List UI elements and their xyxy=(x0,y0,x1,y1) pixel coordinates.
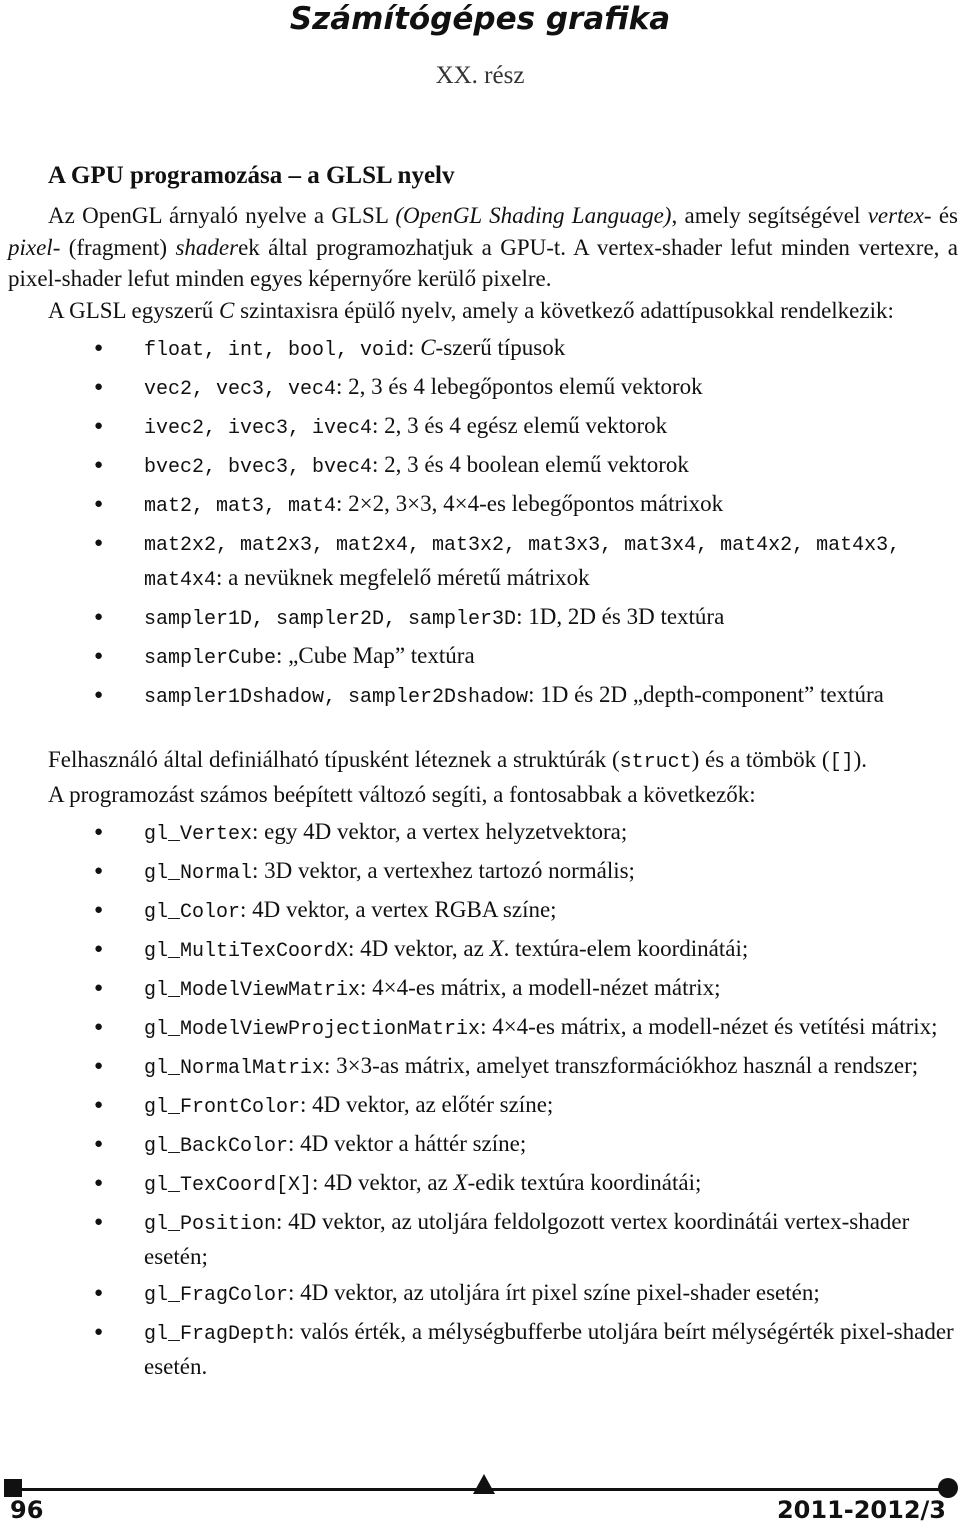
builtin-list-item: ● gl_Color: 4D vektor, a vertex RGBA színe; xyxy=(8,894,958,929)
intro-paragraph-2: A GLSL egyszerű C szintaxisra épülő nyelv, amely a következő adattípusokkal rendelkezik: xyxy=(48,297,894,323)
intro-paragraph-1: Az OpenGL árnyaló nyelve a GLSL (OpenGL Shading Language), amely segítségével vertex- és pixel- (fragment) shaderek által programozhatjuk a GPU-t. A vertex-shader lefut minden vertexre, a pixel-shader lefut minden egyes képernyőre kerülő pixelre. xyxy=(8,203,959,291)
type-list-item: ● vec2, vec3, vec4: 2, 3 és 4 lebegőpontos elemű vektorok xyxy=(8,371,958,406)
issue-number: 2011-2012/3 xyxy=(776,1496,946,1524)
footer-triangle-icon xyxy=(473,1474,495,1494)
builtin-list-item: ● gl_NormalMatrix: 3×3-as mátrix, amelyet transzformációkhoz használ a rendszer; xyxy=(8,1050,958,1085)
page-title: Számítógépes grafika xyxy=(289,1,671,37)
page-number: 96 xyxy=(10,1496,44,1524)
type-list-item: ● samplerCube: „Cube Map” textúra xyxy=(8,640,958,675)
builtin-list-item: ● gl_FragColor: 4D vektor, az utoljára írt pixel színe pixel-shader esetén; xyxy=(8,1277,958,1312)
type-list-item: ● mat2x2, mat2x3, mat2x4, mat3x2, mat3x3, mat3x4, mat4x2, mat4x3, mat4x4: a nevüknek megfelelő méretű mátrixok xyxy=(8,527,958,597)
type-list-item: ● sampler1Dshadow, sampler2Dshadow: 1D és 2D „depth-component” textúra xyxy=(8,679,958,714)
footer-square-icon xyxy=(4,1479,22,1497)
type-list-item: ● float, int, bool, void: C-szerű típusok xyxy=(8,332,958,367)
builtin-variables-list xyxy=(8,816,958,1383)
builtin-list-item: ● gl_ModelViewMatrix: 4×4-es mátrix, a modell-nézet mátrix; xyxy=(8,972,958,1007)
builtin-list-item: ● gl_Position: 4D vektor, az utoljára feldolgozott vertex koordinátái vertex-shader esetén; xyxy=(8,1206,958,1273)
builtin-list-item: ● gl_MultiTexCoordX: 4D vektor, az X. textúra-elem koordinátái; xyxy=(8,933,958,968)
builtin-list-item: ● gl_FrontColor: 4D vektor, az előtér színe; xyxy=(8,1089,958,1124)
builtin-list-item: ● gl_Vertex: egy 4D vektor, a vertex helyzetvektora; xyxy=(8,816,958,851)
builtin-list-item: ● gl_TexCoord[X]: 4D vektor, az X-edik textúra koordinátái; xyxy=(8,1167,958,1202)
builtin-list-item: ● gl_BackColor: 4D vektor a háttér színe; xyxy=(8,1128,958,1163)
part-label: XX. rész xyxy=(435,62,525,89)
type-list-item: ● ivec2, ivec3, ivec4: 2, 3 és 4 egész elemű vektorok xyxy=(8,410,958,445)
type-list-item: ● bvec2, bvec3, bvec4: 2, 3 és 4 boolean elemű vektorok xyxy=(8,449,958,484)
builtin-list-item: ● gl_Normal: 3D vektor, a vertexhez tartozó normális; xyxy=(8,855,958,890)
builtin-list-item: ● gl_ModelViewProjectionMatrix: 4×4-es mátrix, a modell-nézet és vetítési mátrix; xyxy=(8,1011,958,1046)
struct-paragraph: Felhasználó által definiálható típusként léteznek a struktúrák (struct) és a tömbök ([]). xyxy=(48,747,868,774)
section-title: A GPU programozása – a GLSL nyelv xyxy=(48,162,455,189)
builtin-list-item: ● gl_FragDepth: valós érték, a mélységbufferbe utoljára beírt mélységérték pixel-shader esetén. xyxy=(8,1316,958,1383)
builtin-intro-paragraph: A programozást számos beépített változó segíti, a fontosabbak a következők: xyxy=(48,781,756,807)
footer-circle-icon xyxy=(938,1478,958,1498)
data-types-list xyxy=(8,332,958,714)
article-body xyxy=(8,200,958,1387)
type-list-item: ● mat2, mat3, mat4: 2×2, 3×3, 4×4-es lebegőpontos mátrixok xyxy=(8,488,958,523)
type-list-item: ● sampler1D, sampler2D, sampler3D: 1D, 2D és 3D textúra xyxy=(8,601,958,636)
